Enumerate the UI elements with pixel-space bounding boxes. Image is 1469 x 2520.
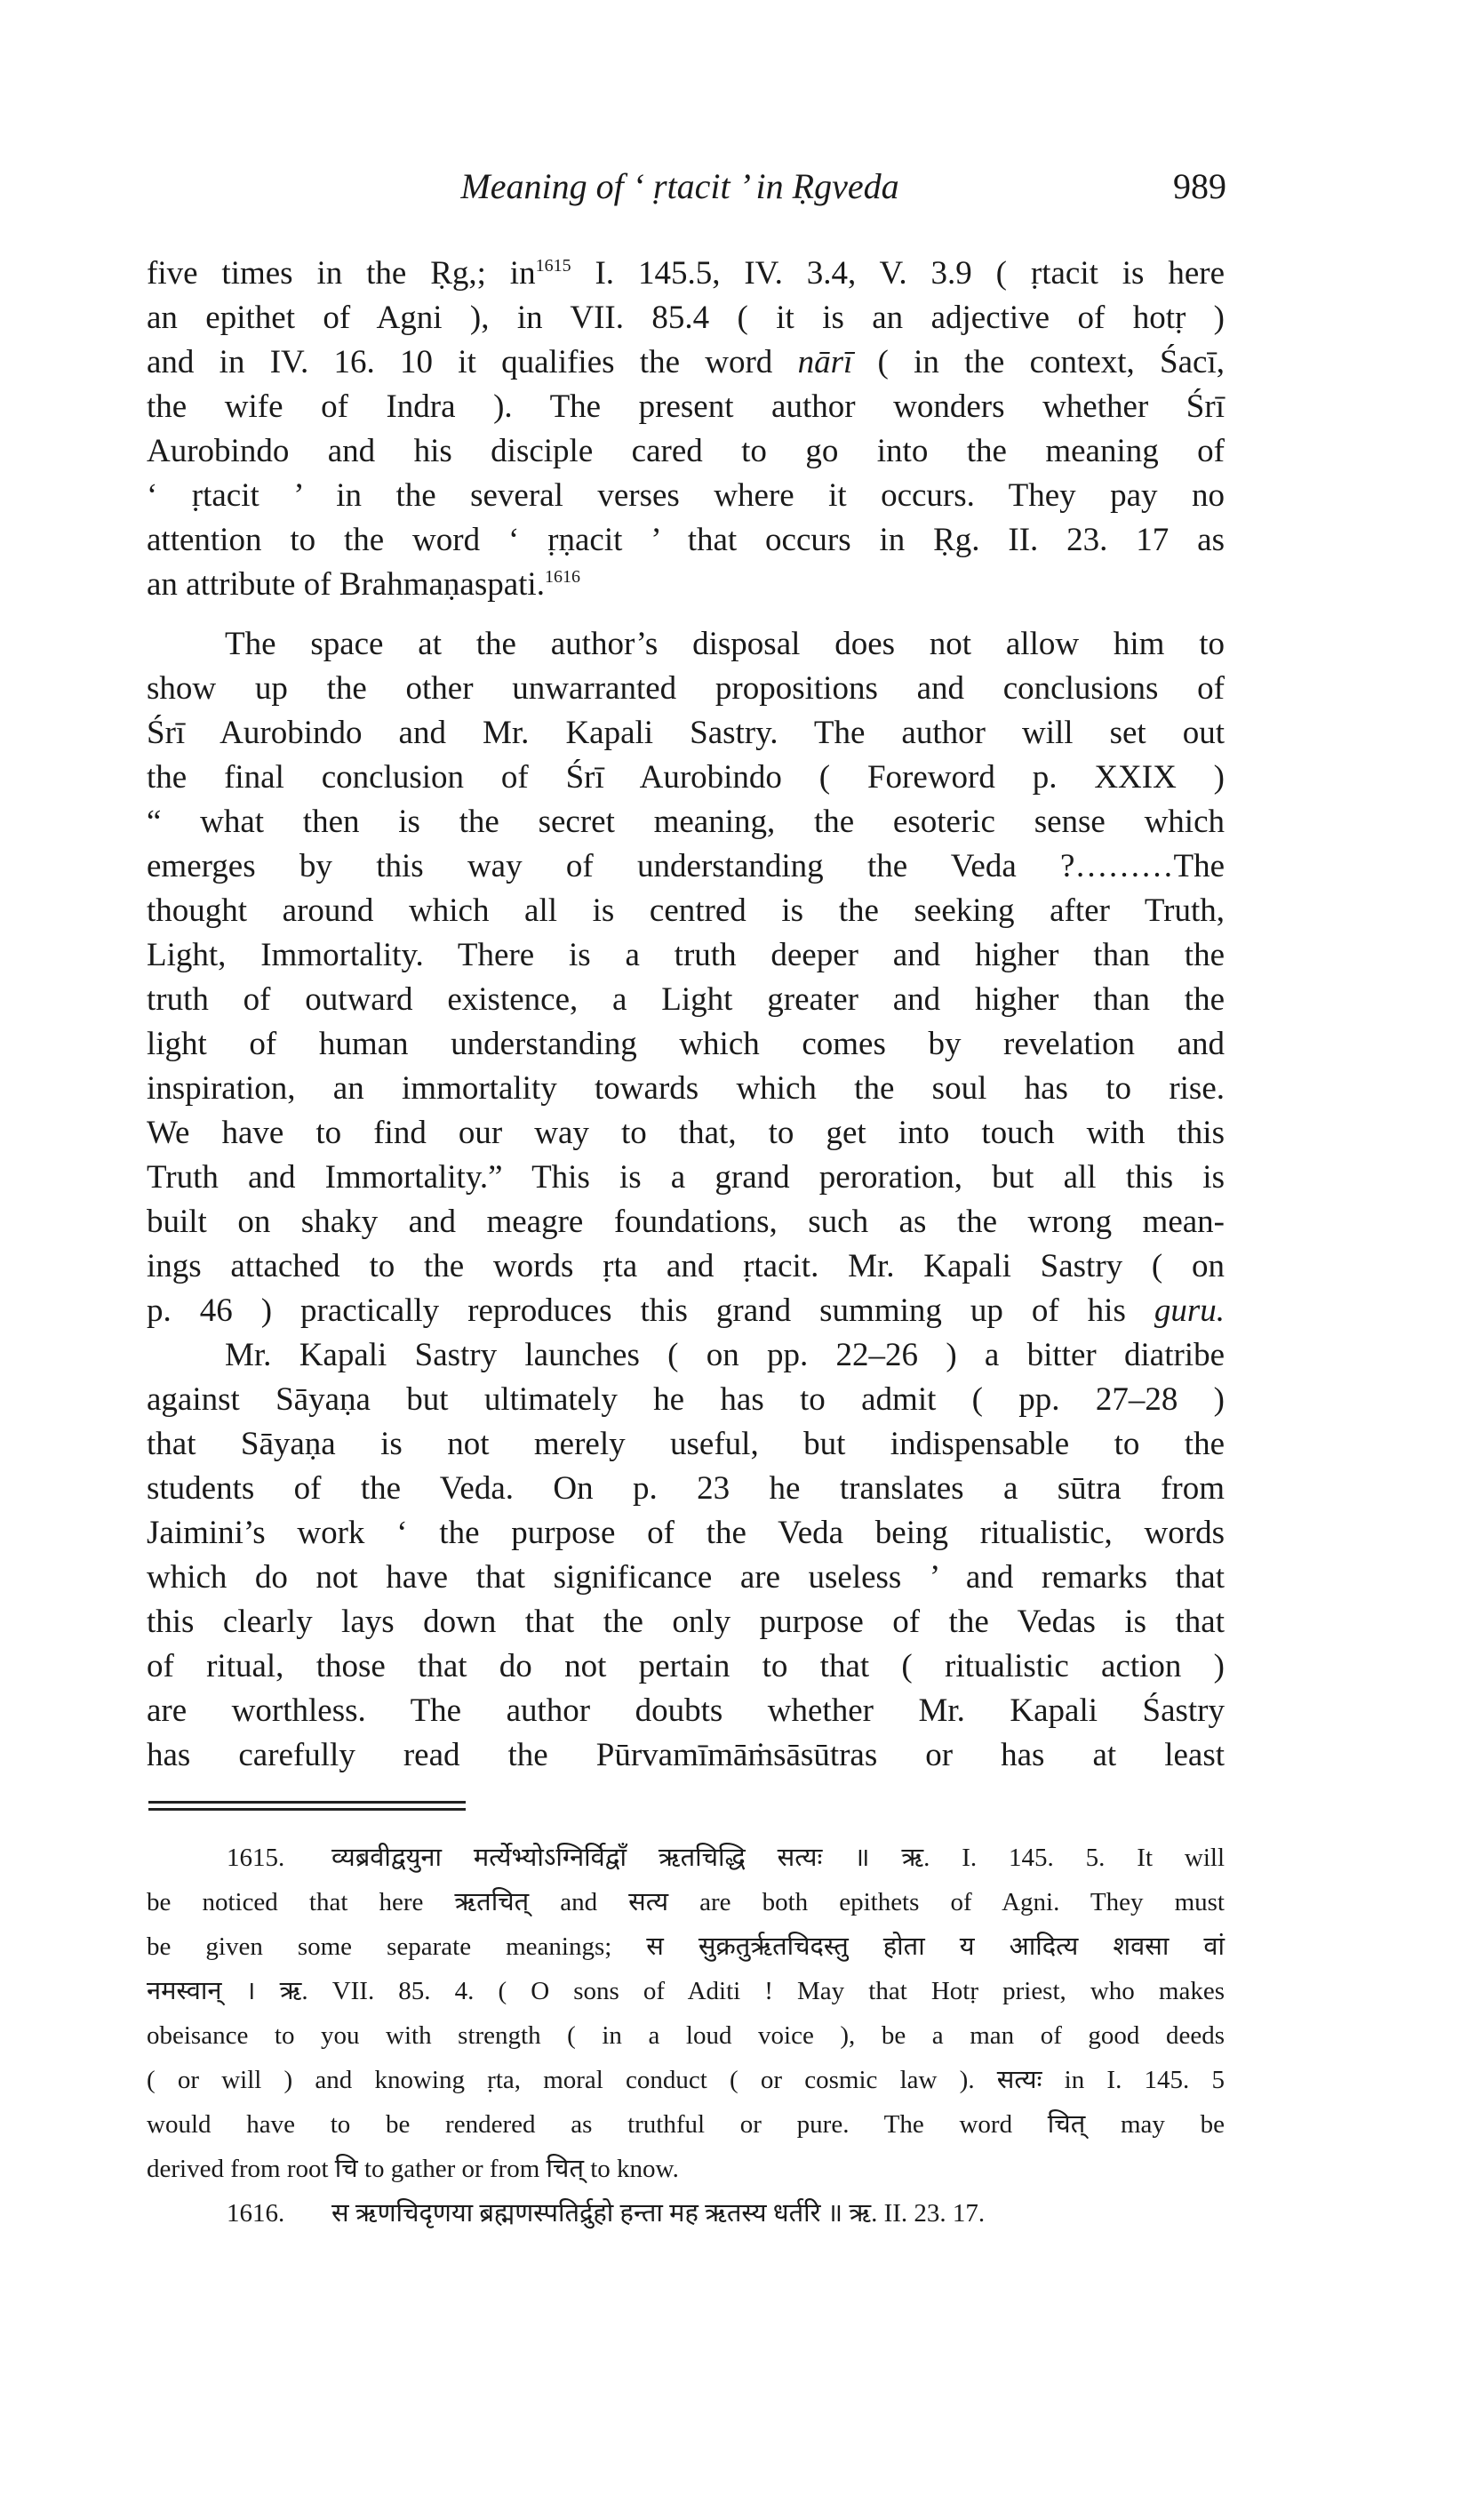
text-segment: this clearly lays down that the only purpose of the Vedas is that [147,1604,1225,1640]
footnote-text: व्यब्रवीद्वयुना मर्त्येभ्योऽग्निर्विद्वाँ ऋतचिद्धि सत्यः ॥ ऋ. I. 145. 5. It will [331,1844,1225,1872]
footnote-line [147,2147,1225,2191]
text-line [147,933,1225,978]
text-line [147,385,1225,429]
text-segment: “ what then is the secret meaning, the esoteric sense which [147,804,1225,840]
text-segment: p. 46 ) practically reproduces this grand summing up of his [147,1292,1154,1329]
text-line [147,756,1225,800]
footnote-reference[interactable]: 1615 [535,256,571,276]
footnote-reference[interactable]: 1616 [544,567,580,587]
footnote-text: derived from root चि to gather or from चित् to know. [147,2155,679,2183]
text-segment: the final conclusion of Śrī Aurobindo ( Foreword p. XXIX ) [147,759,1225,796]
footnote-number: 1615. [227,1844,285,1872]
text-line [147,252,1225,296]
text-segment: built on shaky and meagre foundations, such as the wrong mean- [147,1204,1225,1240]
footnote-number: 1616. [227,2199,285,2228]
text-line [147,1689,1225,1733]
footnote-text: obeisance to you with strength ( in a loud voice ), be a man of good deeds [147,2021,1225,2050]
text-line [147,1244,1225,1289]
footnote-line [147,1880,1225,1924]
footnote-line [147,2102,1225,2147]
footnote-text: नमस्वान् । ऋ. VII. 85. 4. ( O sons of Aditi ! May that Hotṛ priest, who makes [147,1977,1225,2005]
text-line [147,1200,1225,1244]
text-line [147,978,1225,1022]
footnote-line [147,1969,1225,2013]
text-segment: which do not have that significance are useless ’ and remarks that [147,1559,1225,1596]
page-number: 989 [1173,166,1226,206]
text-line [147,1422,1225,1467]
text-segment: that Sāyaṇa is not merely useful, but indispensable to the [147,1426,1225,1462]
text-segment: Truth and Immortality.” This is a grand peroration, but all this is [147,1159,1225,1196]
text-segment: guru. [1154,1292,1225,1329]
text-segment: We have to find our way to that, to get into touch with this [147,1115,1225,1151]
footnote-line [147,2191,1225,2236]
footnote-line [147,2058,1225,2102]
text-segment: thought around which all is centred is the seeking after Truth, [147,892,1225,929]
footnote-rule [148,1801,466,1804]
text-segment: ings attached to the words ṛta and ṛtacit. Mr. Kapali Sastry ( on [147,1248,1225,1284]
text-line [147,1111,1225,1156]
text-segment: and in IV. 16. 10 it qualifies the word [147,344,798,380]
text-segment: students of the Veda. On p. 23 he translates a sūtra from [147,1470,1225,1507]
text-line [147,1644,1225,1689]
text-line [147,563,1225,607]
text-segment: ‘ ṛtacit ’ in the several verses where it occurs. They pay no [147,477,1225,514]
footnote-line [147,1836,1225,1880]
footnote-line [147,1924,1225,1969]
text-segment: an epithet of Agni ), in VII. 85.4 ( it is an adjective of hotṛ ) [147,300,1225,336]
text-line [147,429,1225,474]
text-line [147,1333,1225,1378]
text-segment: has carefully read the Pūrvamīmāṁsāsūtras or has at least [147,1737,1225,1773]
text-segment: nārī [797,344,853,380]
text-line [147,711,1225,756]
text-segment: Aurobindo and his disciple cared to go into the meaning of [147,433,1225,469]
text-segment: five times in the Ṛg,; in [147,255,536,292]
text-line [147,340,1225,385]
running-header-title: Meaning of ‘ ṛtacit ’ in Ṛgveda [460,166,899,206]
text-segment: against Sāyaṇa but ultimately he has to admit ( pp. 27–28 ) [147,1381,1225,1418]
footnote-text: would have to be rendered as truthful or pure. The word चित् may be [147,2110,1225,2139]
text-line [147,296,1225,340]
text-line [147,474,1225,518]
text-segment: the wife of Indra ). The present author wonders whether Śrī [147,388,1225,425]
text-segment: I. 145.5, IV. 3.4, V. 3.9 ( ṛtacit is here [571,255,1225,292]
text-segment: The space at the author’s disposal does not allow him to [225,626,1225,662]
text-segment: Śrī Aurobindo and Mr. Kapali Sastry. The author will set out [147,715,1225,751]
text-segment: emerges by this way of understanding the Veda ?………The [147,848,1225,884]
text-segment: attention to the word ‘ ṛṇacit ’ that occurs in Ṛg. II. 23. 17 as [147,522,1225,558]
footnote-text: ( or will ) and knowing ṛta, moral conduct ( or cosmic law ). सत्यः in I. 145. 5 [147,2066,1225,2094]
text-line [147,844,1225,889]
text-line [147,889,1225,933]
footnote-rule [148,1808,466,1811]
text-segment: of ritual, those that do not pertain to that ( ritualistic action ) [147,1648,1225,1684]
text-line [147,1289,1225,1333]
text-line [147,1378,1225,1422]
footnote-line [147,2013,1225,2058]
text-line [147,1022,1225,1067]
text-segment: Light, Immortality. There is a truth deeper and higher than the [147,937,1225,973]
text-line [147,1156,1225,1200]
text-line [147,1733,1225,1778]
text-line [147,800,1225,844]
text-line [147,1556,1225,1600]
footnote-text: be given some separate meanings; स सुक्रतुर्ऋतचिदस्तु होता य आदित्य शवसा वां [147,1932,1225,1961]
text-segment: show up the other unwarranted propositions and conclusions of [147,670,1225,707]
text-line [147,1067,1225,1111]
text-segment: Jaimini’s work ‘ the purpose of the Veda being ritualistic, words [147,1515,1225,1551]
text-segment: truth of outward existence, a Light greater and higher than the [147,981,1225,1018]
text-segment: ( in the context, Śacī, [852,344,1225,380]
text-line [147,667,1225,711]
text-line [147,622,1225,667]
text-segment: Mr. Kapali Sastry launches ( on pp. 22–26 ) a bitter diatribe [225,1337,1225,1373]
text-line [147,1467,1225,1511]
footnote-text: स ऋणचिदृणया ब्रह्मणस्पतिर्द्रुहो हन्ता मह ऋतस्य धर्तरि ॥ ऋ. II. 23. 17. [331,2199,986,2228]
text-segment: are worthless. The author doubts whether Mr. Kapali Śastry [147,1692,1225,1729]
text-segment: inspiration, an immortality towards which the soul has to rise. [147,1070,1225,1107]
text-segment: an attribute of Brahmaṇaspati. [147,566,545,603]
text-line [147,518,1225,563]
text-line [147,1600,1225,1644]
text-line [147,1511,1225,1556]
text-segment: light of human understanding which comes by revelation and [147,1026,1225,1062]
footnote-text: be noticed that here ऋतचित् and सत्य are both epithets of Agni. They must [147,1888,1225,1916]
